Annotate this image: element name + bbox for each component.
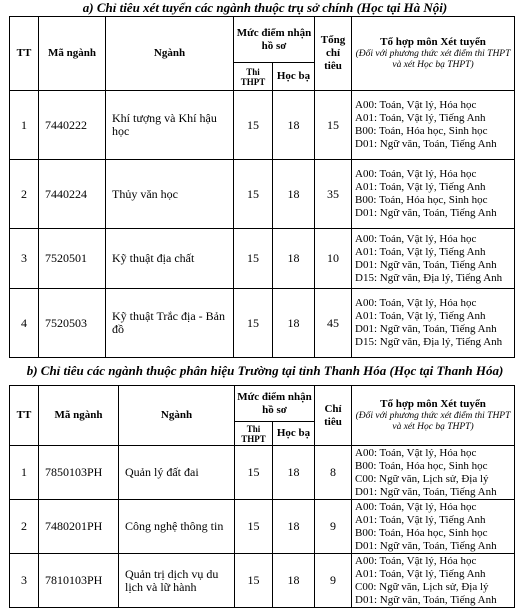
header-combo [352, 386, 515, 446]
cell-thpt: 15 [234, 160, 273, 229]
table-row [10, 500, 515, 554]
combo-line: A00: Toán, Vật lý, Hóa học [355, 446, 477, 459]
combo-line: D15: Ngữ văn, Địa lý, Tiếng Anh [355, 336, 503, 348]
cell-tt: 3 [10, 229, 39, 289]
cell-quota: 9 [315, 554, 352, 608]
cell-thpt: 15 [234, 91, 273, 160]
combo-line: B00: Toán, Hóa học, Sinh học [355, 194, 488, 206]
combo-line: A00: Toán, Vật lý, Hóa học [355, 232, 477, 245]
cell-thpt: 15 [235, 446, 273, 500]
header-thpt: Thi THPT [235, 422, 273, 446]
cell-tt: 4 [10, 289, 39, 358]
cell-combos [352, 554, 515, 608]
combo-line: D01: Ngữ văn, Toán, Tiếng Anh [355, 539, 497, 552]
combo-line: D01: Ngữ văn, Toán, Tiếng Anh [355, 258, 497, 271]
header-code: Mã ngành [39, 17, 106, 91]
header-score-group: Mức điểm nhận hồ sơ [235, 386, 315, 422]
cell-code: 7440224 [39, 160, 106, 229]
cell-thpt: 15 [234, 289, 273, 358]
cell-quota: 8 [315, 446, 352, 500]
cell-quota: 35 [315, 160, 352, 229]
cell-combos [352, 446, 515, 500]
header-combo-note: (Đối với phương thức xét điểm thi THPT và xét Học bạ THPT) [355, 49, 511, 70]
combo-line: A00: Toán, Vật lý, Hóa học [355, 99, 477, 111]
header-combo-title: Tổ hợp môn Xét tuyển [380, 36, 486, 48]
cell-code: 7850103PH [39, 446, 119, 500]
combo-line: D01: Ngữ văn, Toán, Tiếng Anh [355, 485, 497, 498]
cell-hocba: 18 [273, 500, 315, 554]
combo-line: A01: Toán, Vật lý, Tiếng Anh [355, 513, 486, 526]
cell-quota: 10 [315, 229, 352, 289]
cell-combos [352, 91, 515, 160]
cell-major: Quản trị dịch vụ du lịch và lữ hành [119, 554, 235, 608]
cell-quota: 9 [315, 500, 352, 554]
combo-line: D01: Ngữ văn, Toán, Tiếng Anh [355, 323, 497, 335]
cell-tt: 2 [10, 160, 39, 229]
combo-line: D15: Ngữ văn, Địa lý, Tiếng Anh [355, 271, 503, 284]
cell-tt: 1 [10, 91, 39, 160]
header-combo-note: (Đối với phương thức xét điểm thi THPT và xét Học bạ THPT) [355, 411, 511, 432]
cell-tt: 2 [10, 500, 39, 554]
cell-thpt: 15 [235, 554, 273, 608]
header-combo [352, 17, 515, 91]
combo-line: A00: Toán, Vật lý, Hóa học [355, 168, 477, 180]
cell-code: 7520503 [39, 289, 106, 358]
header-hocba: Học bạ [273, 63, 315, 91]
cell-combos [352, 289, 515, 358]
combo-line: C00: Ngữ văn, Lịch sử, Địa lý [355, 580, 489, 593]
header-thpt: Thi THPT [234, 63, 273, 91]
section-b-title: b) Chỉ tiêu các ngành thuộc phân hiệu Trường tại tỉnh Thanh Hóa (Học tại Thanh Hóa) [26, 363, 504, 378]
header-quota: Chỉ tiêu [315, 386, 352, 446]
combo-line: B00: Toán, Hóa học, Sinh học [355, 125, 488, 137]
cell-major: Khí tượng và Khí hậu học [106, 91, 234, 160]
table-row [10, 446, 515, 500]
cell-tt: 3 [10, 554, 39, 608]
cell-quota: 45 [315, 289, 352, 358]
table-row [10, 289, 515, 358]
table-row [10, 229, 515, 289]
combo-line: A01: Toán, Vật lý, Tiếng Anh [355, 181, 486, 193]
header-combo-title: Tổ hợp môn Xét tuyển [380, 398, 486, 410]
header-code: Mã ngành [39, 386, 119, 446]
cell-major: Kỹ thuật Trắc địa - Bản đồ [106, 289, 234, 358]
combo-line: B00: Toán, Hóa học, Sinh học [355, 459, 488, 472]
cell-hocba: 18 [273, 229, 315, 289]
cell-tt: 1 [10, 446, 39, 500]
cell-major: Kỹ thuật địa chất [106, 229, 234, 289]
header-tt: TT [10, 386, 39, 446]
cell-code: 7480201PH [39, 500, 119, 554]
cell-thpt: 15 [234, 229, 273, 289]
cell-combos [352, 160, 515, 229]
cell-hocba: 18 [273, 289, 315, 358]
section-a-title: a) Chỉ tiêu xét tuyển các ngành thuộc trụ sở chính (Học tại Hà Nội) [82, 0, 448, 15]
combo-line: A01: Toán, Vật lý, Tiếng Anh [355, 245, 486, 258]
combo-line: D01: Ngữ văn, Toán, Tiếng Anh [355, 138, 497, 150]
cell-code: 7440222 [39, 91, 106, 160]
combo-line: A01: Toán, Vật lý, Tiếng Anh [355, 310, 486, 322]
cell-combos [352, 500, 515, 554]
combo-line: A00: Toán, Vật lý, Hóa học [355, 500, 477, 513]
cell-hocba: 18 [273, 446, 315, 500]
combo-line: A01: Toán, Vật lý, Tiếng Anh [355, 567, 486, 580]
table-row [10, 554, 515, 608]
cell-combos [352, 229, 515, 289]
combo-line: A00: Toán, Vật lý, Hóa học [355, 554, 477, 567]
section-a-table [9, 16, 515, 358]
cell-major: Quản lý đất đai [119, 446, 235, 500]
cell-code: 7520501 [39, 229, 106, 289]
combo-line: D01: Ngữ văn, Toán, Tiếng Anh [355, 207, 497, 219]
header-quota: Tổng chỉ tiêu [315, 17, 352, 91]
combo-line: D01: Ngữ văn, Toán, Tiếng Anh [355, 593, 497, 606]
combo-line: A00: Toán, Vật lý, Hóa học [355, 297, 477, 309]
combo-line: B00: Toán, Hóa học, Sinh học [355, 526, 488, 539]
header-score-group: Mức điểm nhận hồ sơ [234, 17, 315, 63]
cell-major: Công nghệ thông tin [119, 500, 235, 554]
table-row [10, 160, 515, 229]
cell-quota: 15 [315, 91, 352, 160]
header-major: Ngành [106, 17, 234, 91]
header-tt: TT [10, 17, 39, 91]
combo-line: C00: Ngữ văn, Lịch sử, Địa lý [355, 472, 489, 485]
cell-thpt: 15 [235, 500, 273, 554]
cell-hocba: 18 [273, 91, 315, 160]
table-row [10, 91, 515, 160]
cell-hocba: 18 [273, 554, 315, 608]
header-hocba: Học bạ [273, 422, 315, 446]
cell-code: 7810103PH [39, 554, 119, 608]
combo-line: A01: Toán, Vật lý, Tiếng Anh [355, 112, 486, 124]
cell-hocba: 18 [273, 160, 315, 229]
cell-major: Thủy văn học [106, 160, 234, 229]
section-b-table [9, 385, 515, 608]
header-major: Ngành [119, 386, 235, 446]
